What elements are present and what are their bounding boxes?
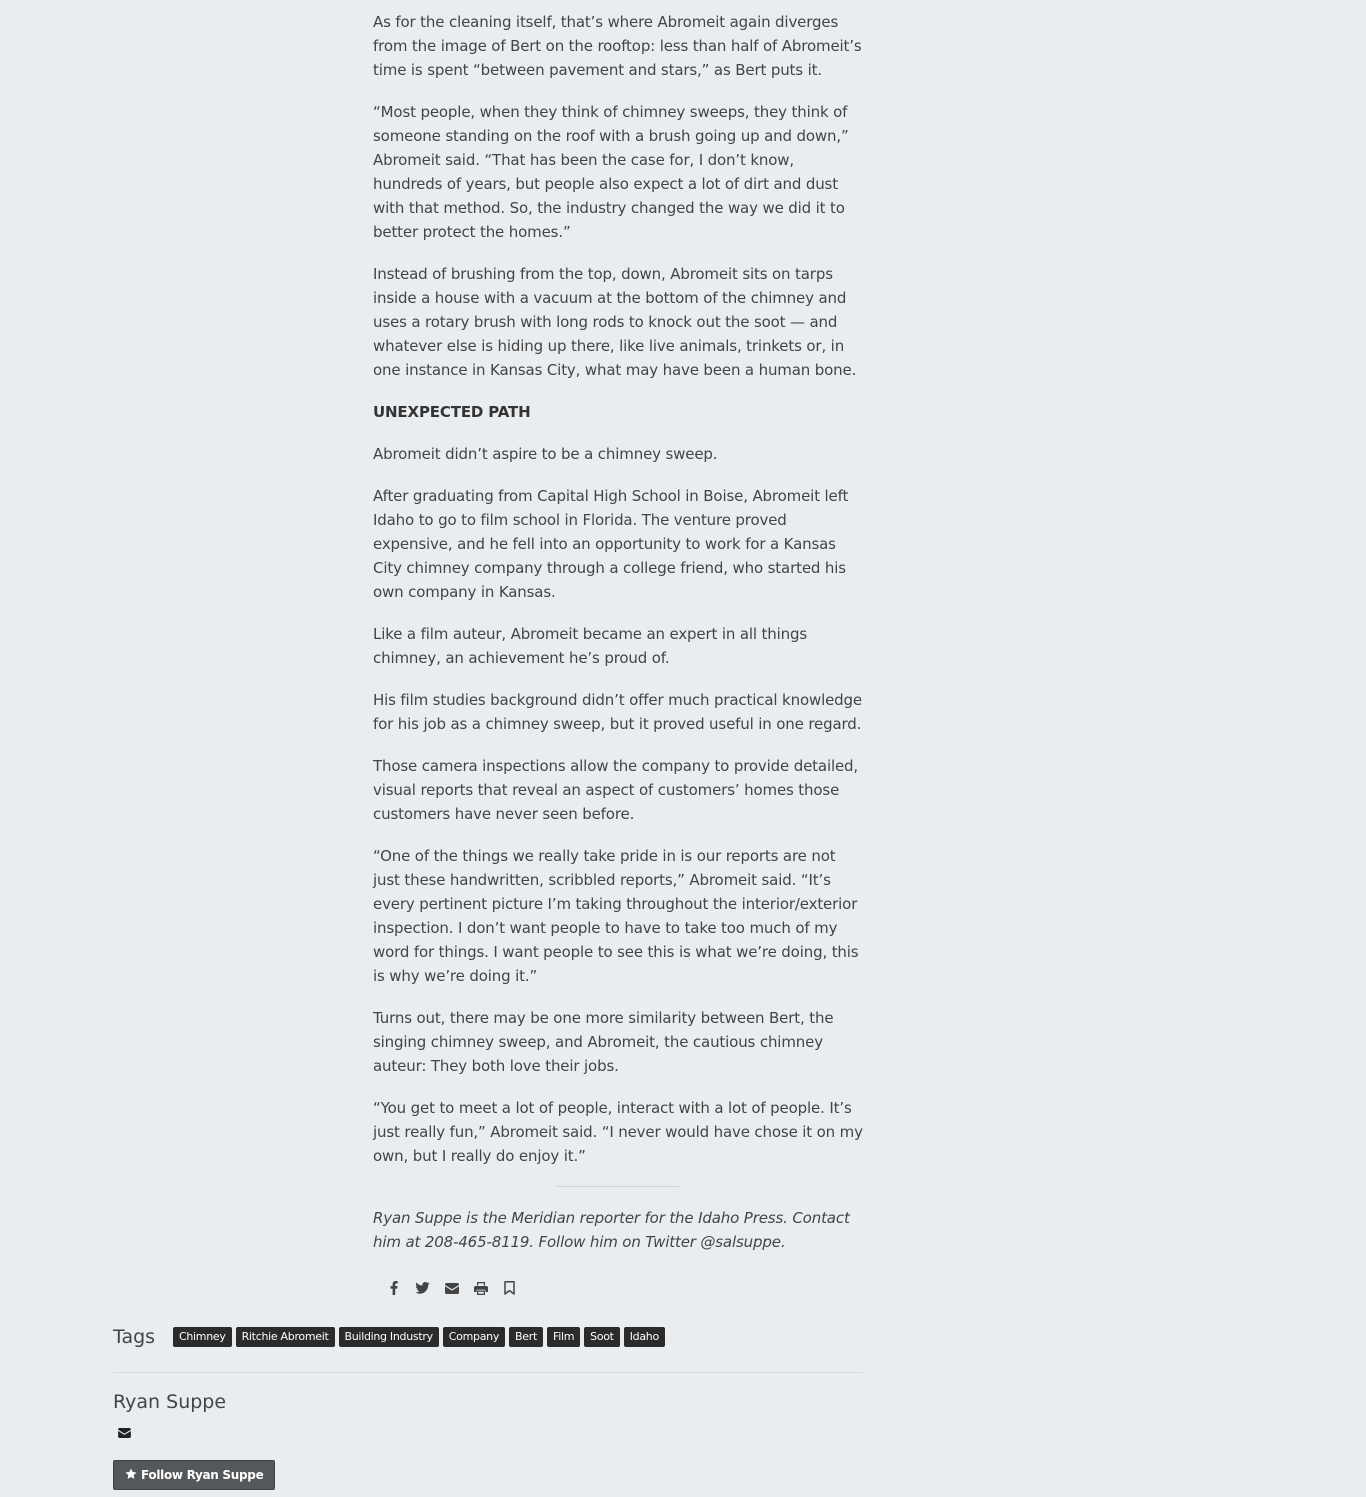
- article-paragraph: “Most people, when they think of chimney sweeps, they think of someone standing on the roof with a brush going up and down,” Abromeit said. “That has been the case for, I don’t know, hundreds of years, but people also expect a lot of dirt and dust with that method. So, the industry changed the way we did it to better protect the homes.”: [373, 103, 849, 241]
- article-subhead: UNEXPECTED PATH: [373, 403, 531, 421]
- article-paragraph: Abromeit didn’t aspire to be a chimney sweep.: [373, 445, 718, 463]
- author-email-button[interactable]: [118, 1423, 134, 1439]
- share-toolbar: [379, 1277, 524, 1299]
- tag-building-industry[interactable]: Building Industry: [339, 1327, 439, 1347]
- print-icon: [474, 1282, 488, 1295]
- article-paragraph: Like a film auteur, Abromeit became an expert in all things chimney, an achievement he’s proud of.: [373, 625, 808, 667]
- follow-author-button[interactable]: [113, 1460, 275, 1490]
- bookmark-icon: [504, 1281, 515, 1295]
- article-paragraph: “You get to meet a lot of people, interact with a lot of people. It’s just really fun,” Abromeit said. “I never would have chose it on my own, but I really do enjoy it.”: [373, 1099, 863, 1165]
- author-tagline: Ryan Suppe is the Meridian reporter for the Idaho Press. Contact him at 208-465-8119. Follow him on Twitter @salsuppe.: [373, 1209, 850, 1251]
- author-name-link[interactable]: Ryan Suppe: [113, 1391, 227, 1413]
- tags-label: Tags: [113, 1326, 156, 1348]
- article-paragraph: After graduating from Capital High School in Boise, Abromeit left Idaho to go to film school in Florida. The venture proved expensive, and he fell into an opportunity to work for a Kansas City chimney company through a college friend, who started his own company in Kansas.: [373, 487, 849, 601]
- share-facebook-button[interactable]: [379, 1277, 408, 1299]
- email-icon: [118, 1423, 131, 1442]
- tag-ritchie-abromeit[interactable]: Ritchie Abromeit: [236, 1327, 335, 1347]
- share-twitter-button[interactable]: [408, 1277, 437, 1299]
- tag-idaho[interactable]: Idaho: [624, 1327, 665, 1347]
- article-paragraph: “One of the things we really take pride in is our reports are not just these handwritten, scribbled reports,” Abromeit said. “It’s every pertinent picture I’m taking throughout the interior/exterior inspection. I don’t want people to have to take too much of my word for things. I want people to see this is what we’re doing, this is why we’re doing it.”: [373, 847, 859, 985]
- follow-author-label: Follow Ryan Suppe: [141, 1468, 264, 1482]
- tags-row: [113, 1324, 669, 1350]
- tag-film[interactable]: Film: [547, 1327, 580, 1347]
- facebook-icon: [390, 1281, 398, 1295]
- email-icon: [445, 1283, 459, 1294]
- article-paragraph: As for the cleaning itself, that’s where Abromeit again diverges from the image of Bert on the rooftop: less than half of Abromeit’s time is spent “between pavement and stars,” as Bert puts it.: [373, 13, 862, 79]
- article-paragraph: His film studies background didn’t offer much practical knowledge for his job as a chimney sweep, but it proved useful in one regard.: [373, 691, 863, 733]
- tag-soot[interactable]: Soot: [584, 1327, 620, 1347]
- section-divider: [113, 1372, 863, 1373]
- tag-chimney[interactable]: Chimney: [173, 1327, 232, 1347]
- tag-bert[interactable]: Bert: [509, 1327, 543, 1347]
- article-paragraph: Those camera inspections allow the company to provide detailed, visual reports that reveal an aspect of customers’ homes those customers have never seen before.: [373, 757, 859, 823]
- bookmark-button[interactable]: [495, 1277, 524, 1299]
- tagline-divider: [557, 1186, 679, 1187]
- article-paragraph: Turns out, there may be one more similarity between Bert, the singing chimney sweep, and Abromeit, the cautious chimney auteur: They both love their jobs.: [373, 1009, 834, 1075]
- star-icon: [125, 1468, 141, 1483]
- print-button[interactable]: [466, 1277, 495, 1299]
- share-email-button[interactable]: [437, 1277, 466, 1299]
- twitter-icon: [415, 1282, 430, 1294]
- article-paragraph: Instead of brushing from the top, down, Abromeit sits on tarps inside a house with a vacuum at the bottom of the chimney and uses a rotary brush with long rods to knock out the soot — and whatever else is hiding up there, like live animals, trinkets or, in one instance in Kansas City, what may have been a human bone.: [373, 265, 857, 379]
- article-body: [373, 10, 865, 1186]
- tag-company[interactable]: Company: [443, 1327, 505, 1347]
